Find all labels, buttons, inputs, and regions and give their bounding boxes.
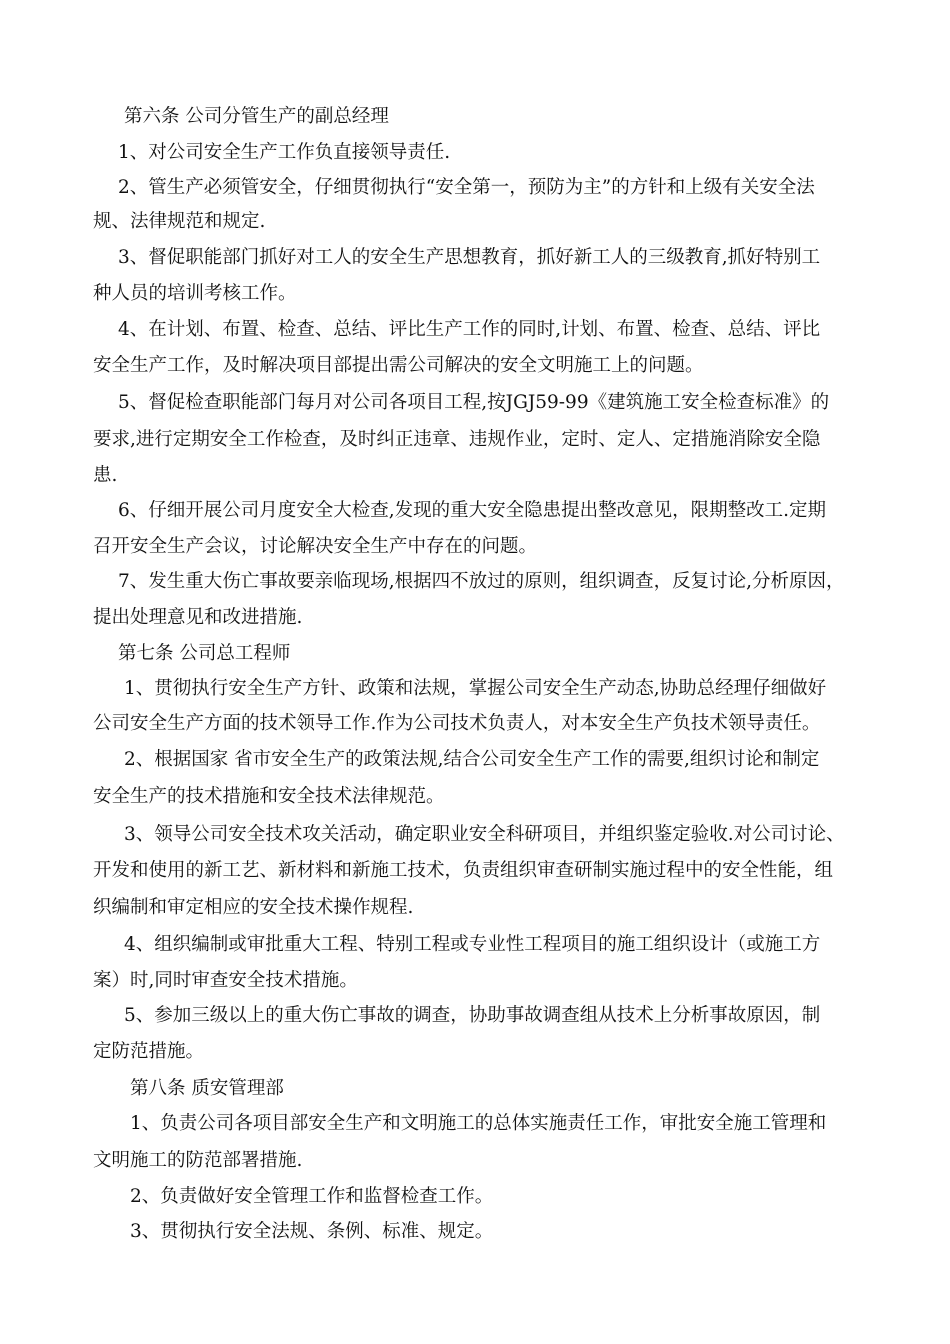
text-line: 要求,进行定期安全工作检查，及时纠正违章、违规作业，定时、定人、定措施消除安全隐 [93,429,821,450]
section-heading: 第八条 质安管理部 [130,1078,284,1099]
text-line: 织编制和审定相应的安全技术操作规程. [93,897,414,918]
text-line: 5、参加三级以上的重大伤亡事故的调查，协助事故调查组从技术上分析事故原因，制 [124,1005,821,1026]
text-line: 安全生产工作，及时解决项目部提出需公司解决的安全文明施工上的问题。 [93,355,704,376]
text-line: 公司安全生产方面的技术领导工作.作为公司技术负责人，对本安全生产负技术领导责任。 [93,713,821,734]
text-line: 文明施工的防范部署措施. [93,1150,303,1171]
text-line: 1、负责公司各项目部安全生产和文明施工的总体实施责任工作，审批安全施工管理和 [130,1113,827,1134]
text-line: 2、负责做好安全管理工作和监督检查工作。 [130,1186,494,1207]
text-line: 定防范措施。 [93,1041,205,1062]
text-line: 安全生产的技术措施和安全技术法律规范。 [93,786,445,807]
text-line: 3、督促职能部门抓好对工人的安全生产思想教育，抓好新工人的三级教育,抓好特别工 [118,247,821,268]
text-line: 7、发生重大伤亡事故要亲临现场,根据四不放过的原则，组织调查，反复讨论,分析原因， [118,571,845,592]
text-line: 5、督促检查职能部门每月对公司各项目工程,按JGJ59-99《建筑施工安全检查标准》的 [118,392,830,413]
text-line: 4、在计划、布置、检查、总结、评比生产工作的同时,计划、布置、检查、总结、评比 [118,319,821,340]
text-line: 召开安全生产会议，讨论解决安全生产中存在的问题。 [93,536,538,557]
text-line: 6、仔细开展公司月度安全大检查,发现的重大安全隐患提出整改意见，限期整改工.定期 [118,500,827,521]
text-line: 1、对公司安全生产工作负直接领导责任. [118,142,451,163]
section-heading: 第七条 公司总工程师 [118,643,291,664]
text-line: 规、法律规范和规定. [93,211,266,232]
text-line: 案）时,同时审查安全技术措施。 [93,970,358,991]
text-line: 2、管生产必须管安全，仔细贯彻执行“安全第一，预防为主”的方针和上级有关安全法 [118,177,815,198]
section-heading: 第六条 公司分管生产的副总经理 [124,106,389,127]
text-line: 4、组织编制或审批重大工程、特别工程或专业性工程项目的施工组织设计（或施工方 [124,934,821,955]
text-line: 患. [93,465,118,486]
text-line: 3、领导公司安全技术攻关活动，确定职业安全科研项目，并组织鉴定验收.对公司讨论、 [124,824,845,845]
text-line: 3、贯彻执行安全法规、条例、标准、规定。 [130,1221,494,1242]
text-line: 开发和使用的新工艺、新材料和新施工技术，负责组织审查研制实施过程中的安全性能，组 [93,860,834,881]
text-line: 提出处理意见和改进措施. [93,607,303,628]
text-line: 种人员的培训考核工作。 [93,283,297,304]
text-line: 2、根据国家 省市安全生产的政策法规,结合公司安全生产工作的需要,组织讨论和制定 [124,749,820,770]
text-line: 1、贯彻执行安全生产方针、政策和法规，掌握公司安全生产动态,协助总经理仔细做好 [124,678,827,699]
